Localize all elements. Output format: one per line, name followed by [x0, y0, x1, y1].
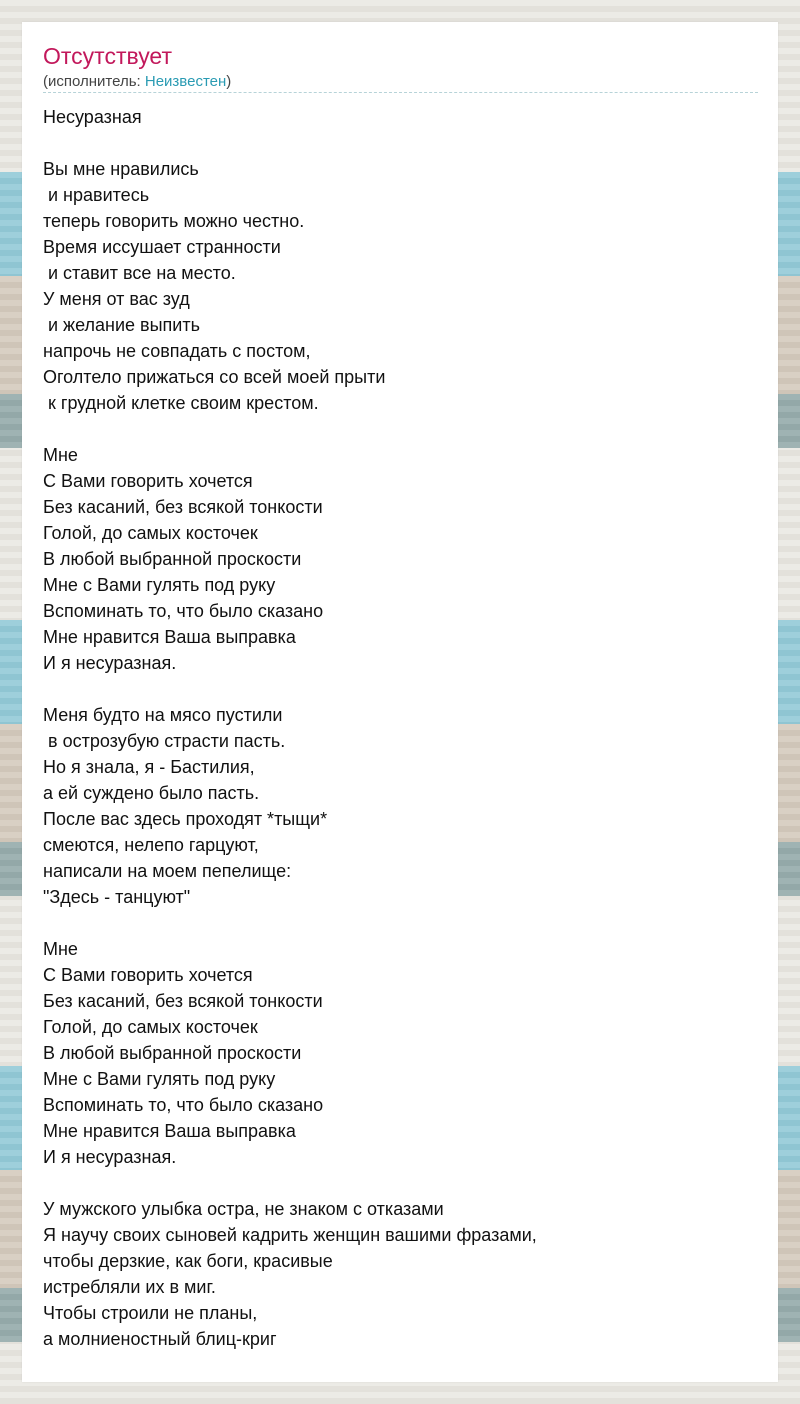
lyric-line: Без касаний, без всякой тонкости [43, 497, 323, 517]
artist-suffix: ) [226, 73, 232, 90]
lyric-line: к грудной клетке своим крестом. [43, 393, 319, 413]
lyric-line: Вспоминать то, что было сказано [43, 1095, 324, 1115]
lyric-line: Мне нравится Ваша выправка [43, 627, 296, 647]
lyric-line: Мне с Вами гулять под руку [43, 1069, 276, 1089]
lyric-line: Вы мне нравились [43, 159, 199, 179]
lyric-line: напрочь не совпадать с постом, [43, 341, 311, 361]
lyric-line [43, 416, 758, 442]
lyric-line: Несуразная [43, 107, 142, 127]
artist-prefix: (исполнитель: [43, 73, 145, 90]
lyrics-text [43, 104, 758, 1352]
lyric-line: С Вами говорить хочется [43, 965, 253, 985]
title-divider [43, 92, 758, 93]
lyric-line: теперь говорить можно честно. [43, 211, 305, 231]
song-title: Отсутствует [43, 43, 172, 69]
lyric-line: Мне [43, 445, 78, 465]
artist-line [43, 73, 231, 90]
lyric-line: После вас здесь проходят *тыщи* [43, 809, 328, 829]
lyric-line [43, 910, 758, 936]
lyric-line: Мне нравится Ваша выправка [43, 1121, 296, 1141]
lyric-line: написали на моем пепелище: [43, 861, 292, 881]
lyrics-card [22, 22, 778, 1382]
lyric-line: Чтобы строили не планы, [43, 1303, 258, 1323]
lyric-line: В любой выбранной проскости [43, 549, 302, 569]
lyric-line: У мужского улыбка остра, не знаком с отказами [43, 1199, 444, 1219]
lyric-line: в острозубую страсти пасть. [43, 731, 286, 751]
lyric-line: И я несуразная. [43, 653, 177, 673]
lyric-line: чтобы дерзкие, как боги, красивые [43, 1251, 333, 1271]
lyric-line: истребляли их в миг. [43, 1277, 216, 1297]
lyric-line [43, 676, 758, 702]
lyric-line: Голой, до самых косточек [43, 523, 258, 543]
lyric-line: Мне с Вами гулять под руку [43, 575, 276, 595]
lyric-line: Мне [43, 939, 78, 959]
lyric-line: смеются, нелепо гарцуют, [43, 835, 259, 855]
lyric-line: и ставит все на место. [43, 263, 236, 283]
lyric-line: У меня от вас зуд [43, 289, 190, 309]
lyric-line [43, 1170, 758, 1196]
lyric-line: И я несуразная. [43, 1147, 177, 1167]
lyric-line: Голой, до самых косточек [43, 1017, 258, 1037]
lyric-line: а ей суждено было пасть. [43, 783, 260, 803]
lyric-line: Время иссушает странности [43, 237, 281, 257]
lyric-line: "Здесь - танцуют" [43, 887, 191, 907]
lyric-line: Оголтело прижаться со всей моей прыти [43, 367, 386, 387]
lyric-line: Меня будто на мясо пустили [43, 705, 283, 725]
lyric-line: Я научу своих сыновей кадрить женщин вашими фразами, [43, 1225, 537, 1245]
lyric-line: и желание выпить [43, 315, 200, 335]
lyric-line: а молниеностный блиц-криг [43, 1329, 277, 1349]
lyric-line: В любой выбранной проскости [43, 1043, 302, 1063]
lyric-line: и нравитесь [43, 185, 150, 205]
artist-link[interactable]: Неизвестен [144, 73, 227, 90]
lyric-line: С Вами говорить хочется [43, 471, 253, 491]
lyric-line [43, 130, 758, 156]
lyric-line: Но я знала, я - Бастилия, [43, 757, 255, 777]
lyric-line: Вспоминать то, что было сказано [43, 601, 324, 621]
lyric-line: Без касаний, без всякой тонкости [43, 991, 323, 1011]
